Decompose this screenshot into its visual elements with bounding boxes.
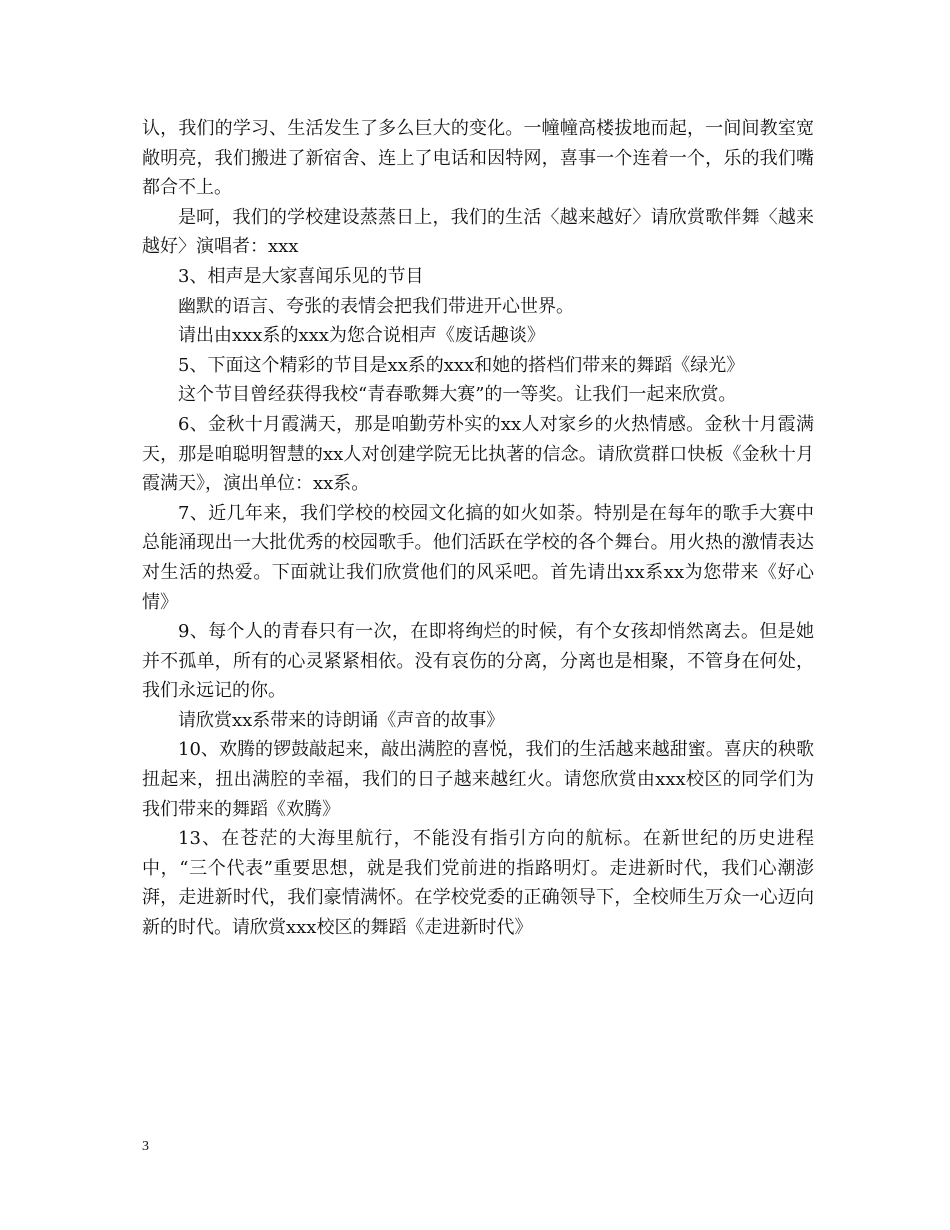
- paragraph-item-9: 9、每个人的青春只有一次，在即将绚烂的时候，有个女孩却悄然离去。但是她并不孤单，所有的心灵紧紧相依。没有哀伤的分离，分离也是相聚，不管身在何处，我们永远记的你。: [142, 621, 814, 702]
- paragraph-school-life: 是呵，我们的学校建设蒸蒸日上，我们的生活〈越来越好〉请欣赏歌伴舞〈越来越好〉演唱者：xxx: [142, 206, 814, 258]
- paragraph-item-3: 3、相声是大家喜闻乐见的节目: [178, 265, 424, 287]
- paragraph-crosstalk: 请出由xxx系的xxx为您合说相声《废话趣谈》: [178, 325, 545, 347]
- paragraph-item-13: 13、在苍茫的大海里航行，不能没有指引方向的航标。在新世纪的历史进程中，“三个代表”重要思想，就是我们党前进的指路明灯。走进新时代，我们心潮澎湃，走进新时代，我们豪情满怀。在学校党委的正确领导下，全校师生万众一心迈向新的时代。请欣赏xxx校区的舞蹈《走进新时代》: [142, 828, 814, 939]
- paragraph-item-7: 7、近几年来，我们学校的校园文化搞的如火如荼。特别是在每年的歌手大赛中总能涌现出一大批优秀的校园歌手。他们活跃在学校的各个舞台。用火热的激情表达对生活的热爱。下面就让我们欣赏他们的风采吧。首先请出xx系xx为您带来《好心情》: [142, 502, 814, 613]
- paragraph-award: 这个节目曾经获得我校“青春歌舞大赛”的一等奖。让我们一起来欣赏。: [178, 384, 737, 406]
- paragraph-item-10: 10、欢腾的锣鼓敲起来，敲出满腔的喜悦，我们的生活越来越甜蜜。喜庆的秧歌扭起来，扭出满腔的幸福，我们的日子越来越红火。请您欣赏由xxx校区的同学们为我们带来的舞蹈《欢腾》: [142, 739, 814, 820]
- paragraph-item-6: 6、金秋十月霞满天，那是咱勤劳朴实的xx人对家乡的火热情感。金秋十月霞满天，那是咱聪明智慧的xx人对创建学院无比执著的信念。请欣赏群口快板《金秋十月霞满天》，演出单位：xx系。: [142, 413, 814, 495]
- paragraph-item-5: 5、下面这个精彩的节目是xx系的xxx和她的搭档们带来的舞蹈《绿光》: [178, 354, 745, 376]
- paragraph-continuation: 认，我们的学习、生活发生了多么巨大的变化。一幢幢高楼拔地而起，一间间教室宽敞明亮，我们搬进了新宿舍、连上了电话和因特网，喜事一个连着一个，乐的我们嘴都合不上。: [142, 118, 814, 199]
- paragraph-poem: 请欣赏xx系带来的诗朗诵《声音的故事》: [178, 709, 505, 731]
- paragraph-humor: 幽默的语言、夸张的表情会把我们带进开心世界。: [178, 295, 574, 317]
- document-page: [142, 114, 814, 943]
- page-number: 3: [142, 1139, 149, 1154]
